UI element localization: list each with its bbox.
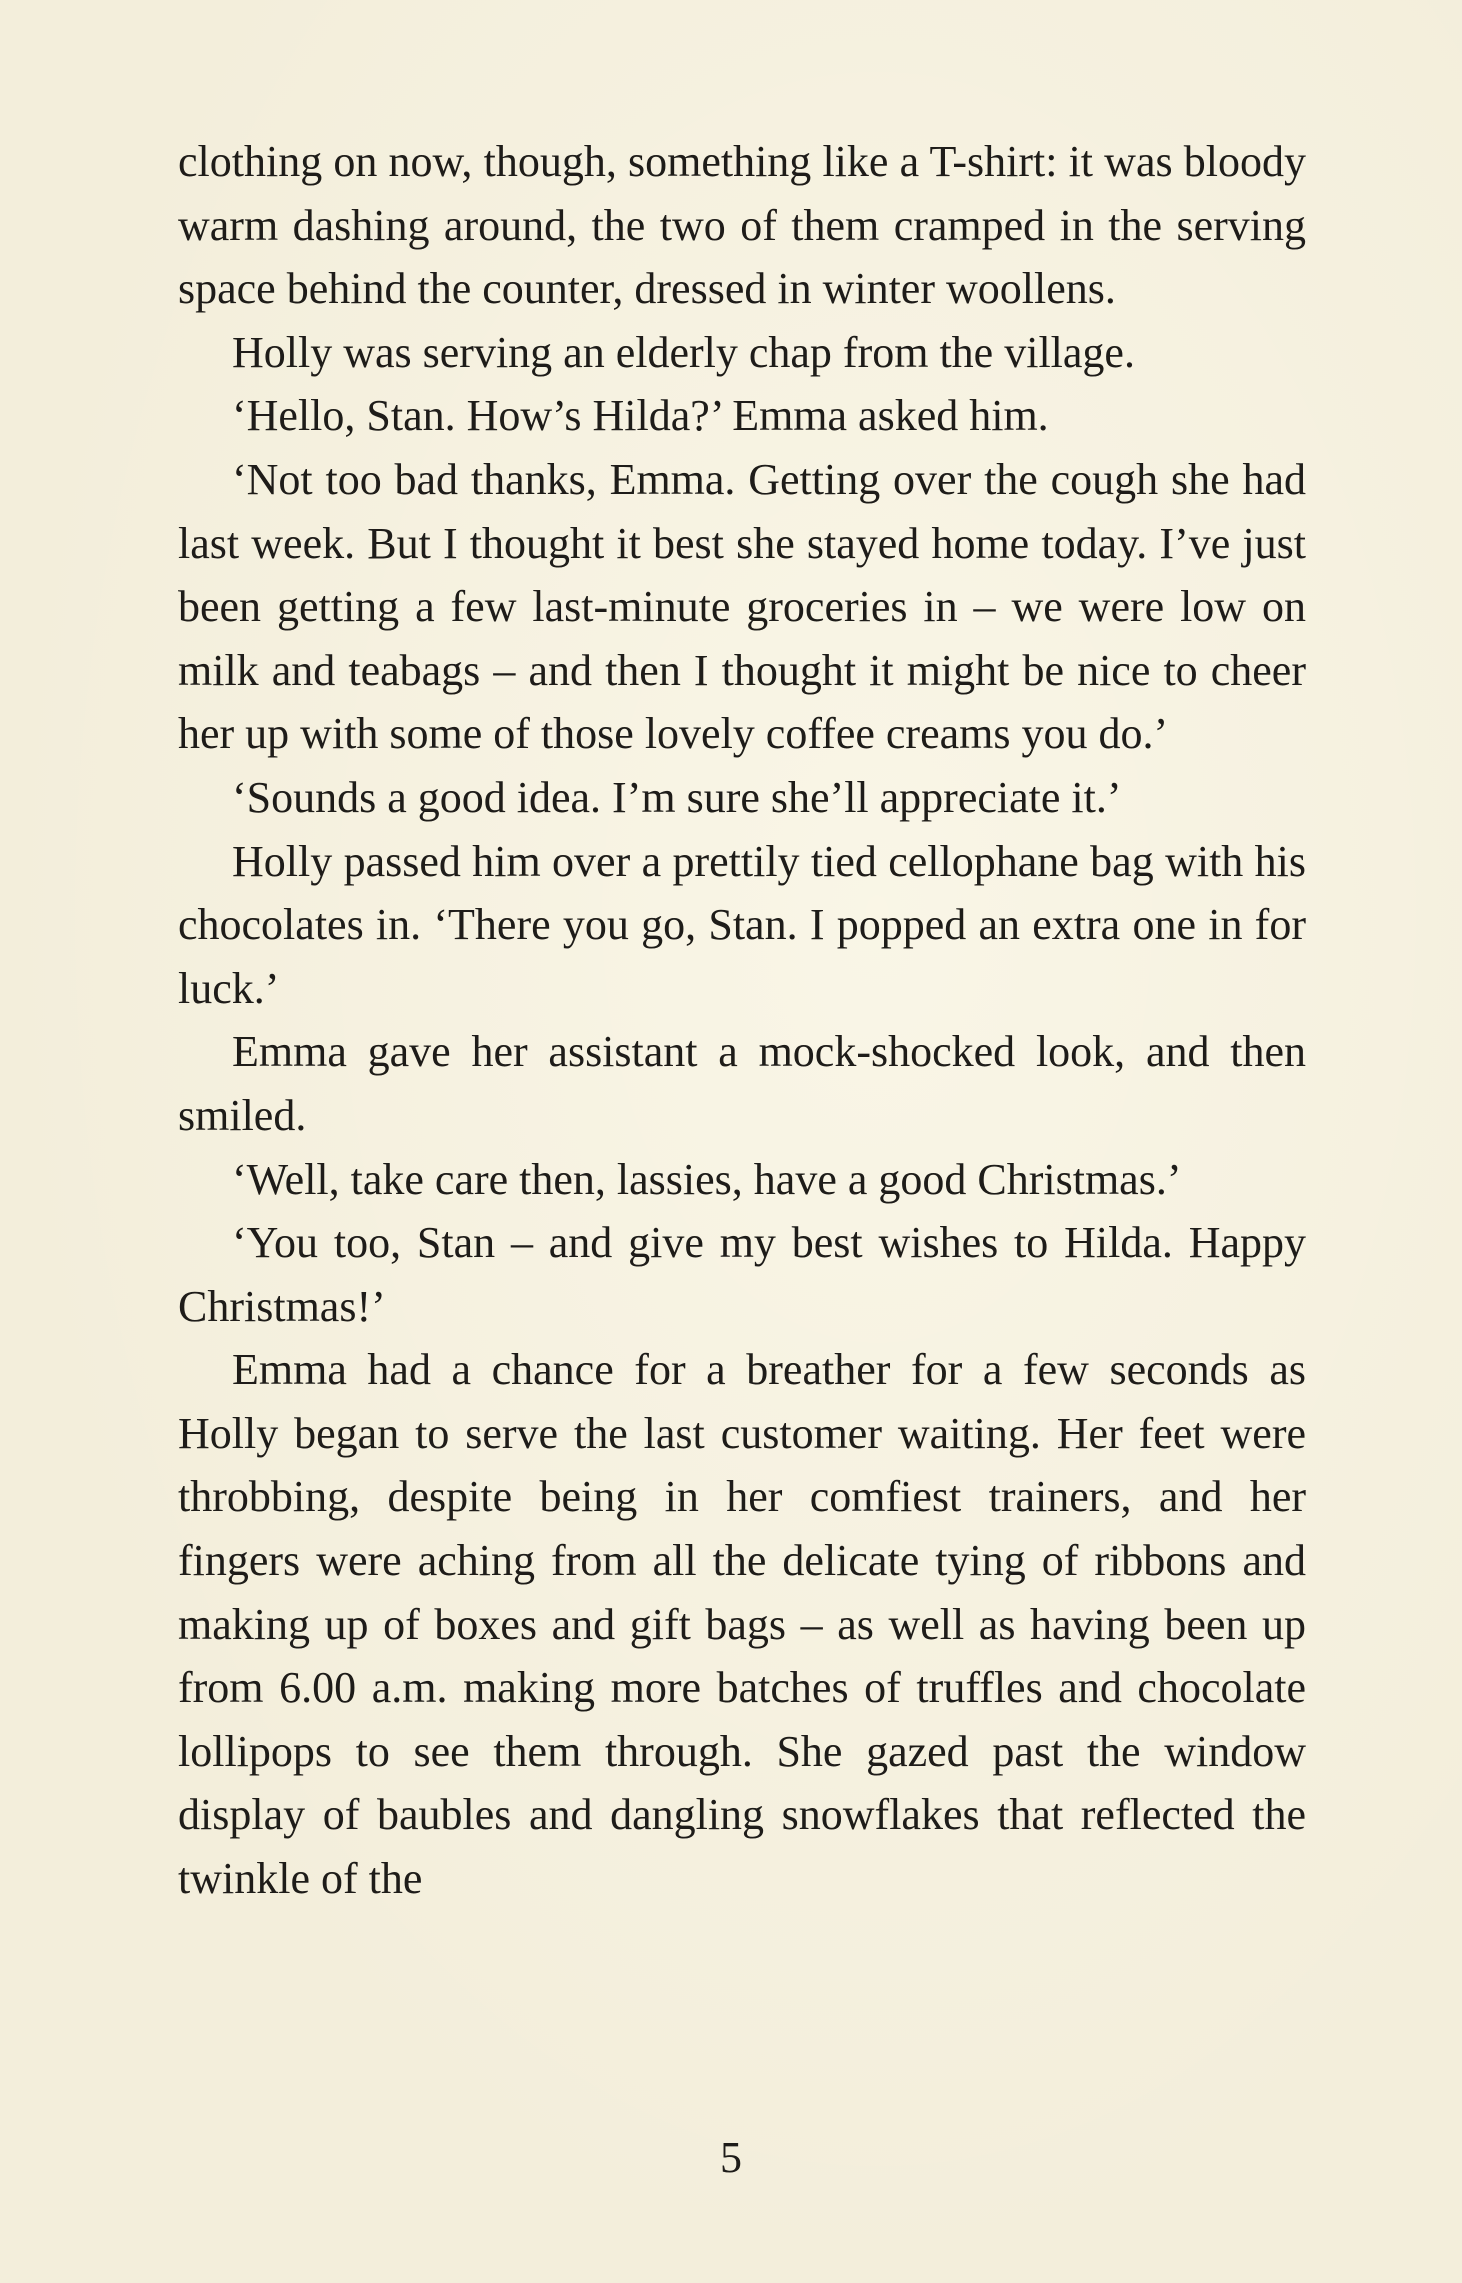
paragraph-6: Holly passed him over a prettily tied cellophane bag with his chocolates in. ‘There you go, Stan. I popped an extra one in for luck.’ <box>178 836 1306 1013</box>
paragraph-4: ‘Not too bad thanks, Emma. Getting over the cough she had last week. But I thought it best she stayed home today. I’ve just been getting a few last-minute groceries in – we were low on milk and teabags – and then I thought it might be nice to cheer her up with some of those lovely coffee creams you do.’ <box>178 454 1306 759</box>
paragraph-7: Emma gave her assistant a mock-shocked look, and then smiled. <box>178 1027 1306 1140</box>
paragraph-5: ‘Sounds a good idea. I’m sure she’ll appreciate it.’ <box>232 772 1122 822</box>
body-text <box>178 130 1306 1911</box>
page-number: 5 <box>720 2133 742 2182</box>
paragraph-10: Emma had a chance for a breather for a few seconds as Holly began to serve the last customer waiting. Her feet were throbbing, despite being in her comfiest trainers, and her fingers were aching from all the delicate tying of ribbons and making up of boxes and gift bags – as well as having been up from 6.00 a.m. making more batches of truffles and chocolate lollipops to see them through. She gazed past the window display of baubles and dangling snowflakes that reflected the twinkle of the <box>178 1345 1306 1904</box>
paragraph-8: ‘Well, take care then, lassies, have a good Christmas.’ <box>232 1154 1182 1204</box>
paragraph-1: clothing on now, though, something like a T-shirt: it was bloody warm dashing around, the two of them cramped in the serving space behind the counter, dressed in winter woollens. <box>178 137 1306 314</box>
paragraph-2: Holly was serving an elderly chap from the village. <box>232 327 1135 377</box>
paragraph-3: ‘Hello, Stan. How’s Hilda?’ Emma asked him. <box>232 391 1049 441</box>
paragraph-9: ‘You too, Stan – and give my best wishes to Hilda. Happy Christmas!’ <box>178 1218 1306 1331</box>
